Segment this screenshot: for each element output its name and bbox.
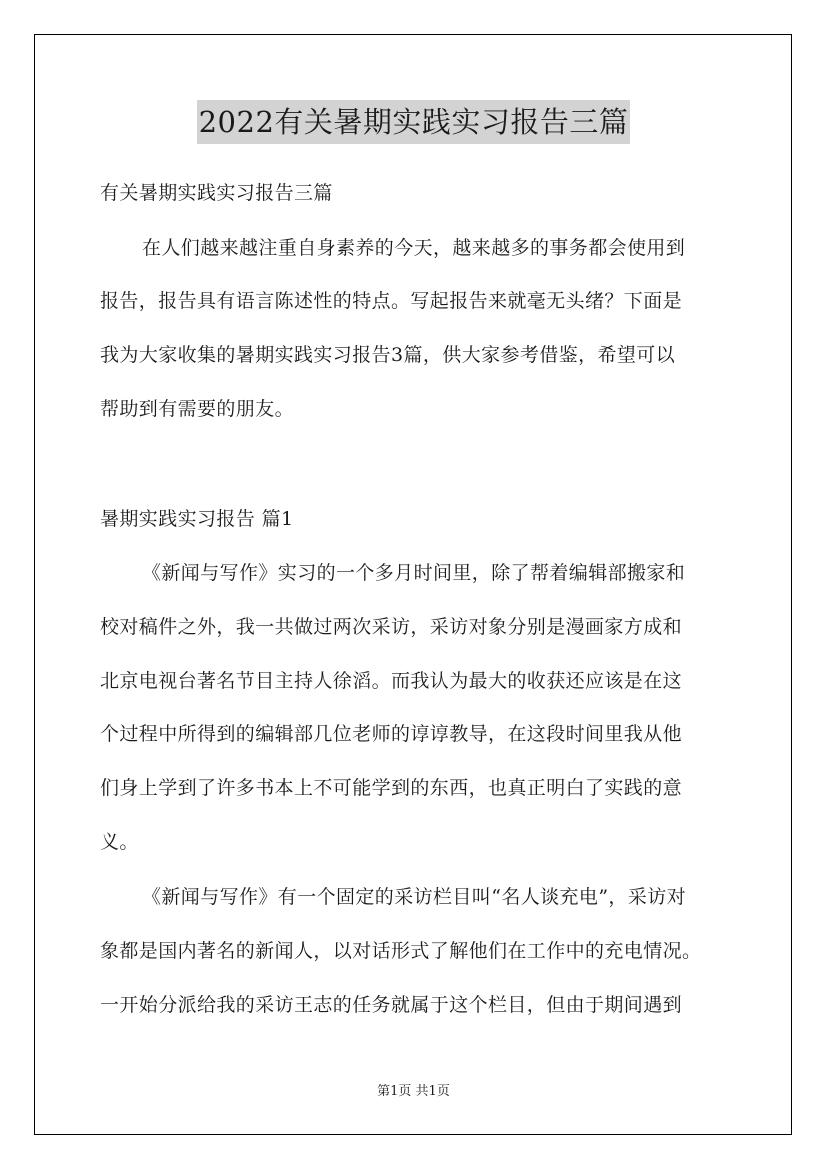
section-heading: 暑期实践实习报告 篇1 (100, 508, 294, 530)
intro-line-2: 报告，报告具有语言陈述性的特点。写起报告来就毫无头绪？下面是 (100, 290, 683, 312)
intro-line-3: 我为大家收集的暑期实践实习报告3篇，供大家参考借鉴，希望可以 (100, 344, 676, 366)
para1-line-3: 北京电视台著名节目主持人徐滔。而我认为最大的收获还应该是在这 (100, 670, 683, 692)
intro-line-4: 帮助到有需要的朋友。 (100, 398, 295, 420)
para1-line-5: 们身上学到了许多书本上不可能学到的东西，也真正明白了实践的意 (100, 777, 683, 799)
para1-line-2: 校对稿件之外，我一共做过两次采访，采访对象分别是漫画家方成和 (100, 616, 683, 638)
para1-line-1: 《新闻与写作》实习的一个多月时间里，除了帮着编辑部搬家和 (142, 562, 686, 584)
para2-line-2: 象都是国内著名的新闻人，以对话形式了解他们在工作中的充电情况。 (100, 940, 702, 962)
document-subtitle: 有关暑期实践实习报告三篇 (100, 182, 333, 204)
para2-line-1: 《新闻与写作》有一个固定的采访栏目叫“名人谈充电”，采访对 (142, 886, 687, 908)
para1-line-4: 个过程中所得到的编辑部几位老师的谆谆教导，在这段时间里我从他 (100, 723, 683, 745)
document-title (0, 100, 827, 144)
page-footer: 第1页 共1页 (377, 1084, 450, 1099)
para1-line-6: 义。 (100, 831, 139, 853)
document-title-text: 2022有关暑期实践实习报告三篇 (197, 100, 631, 144)
para2-line-3: 一开始分派给我的采访王志的任务就属于这个栏目，但由于期间遇到 (100, 994, 683, 1016)
intro-line-1: 在人们越来越注重自身素养的今天，越来越多的事务都会使用到 (142, 237, 686, 259)
